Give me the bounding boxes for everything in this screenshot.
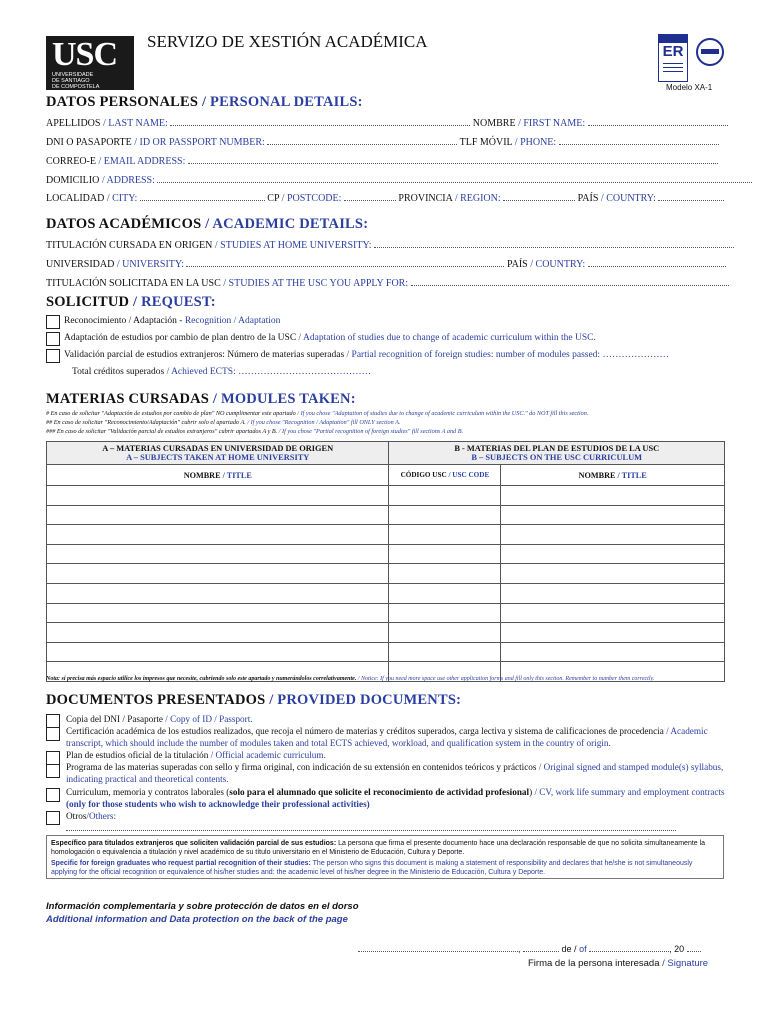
others-checkbox[interactable] <box>46 811 60 825</box>
syllabus-label: Programa de las materias superadas con sello y firma original, con indicación de su extensión en contenidos teóricos y prácticos / Original signed and stamped module(s) syllabus, indicating practical and theoretical contents. <box>66 762 724 784</box>
region-field[interactable] <box>503 199 575 201</box>
origin-studies-row: TITULACIÓN CURSADA EN ORIGEN / STUDIES AT HOME UNIVERSITY: <box>46 240 734 251</box>
applied-studies-field[interactable] <box>411 284 729 286</box>
cv-label: Curriculum, memoria y contratos laborales (solo para el alumnado que solicite el reconocimiento de actividad profesional) / CV, work life summary and employment contracts (only for those students who wish to acknowledge their professional activities) <box>66 787 725 809</box>
form-code: Modelo XA-1 <box>666 83 713 92</box>
email-row: CORREO-E / EMAIL ADDRESS: <box>46 156 718 167</box>
applied-studies-row: TITULACIÓN SOLICITADA EN LA USC / STUDIES AT THE USC YOU APPLY FOR: <box>46 278 729 289</box>
place-field[interactable] <box>358 950 518 952</box>
id-copy-label: Copia del DNI / Pasaporte / Copy of ID / Passport. <box>66 714 253 724</box>
adaptation-label: Adaptación de estudios por cambio de plan dentro de la USC / Adaptation of studies due to change of academic curriculum within the USC. <box>64 333 596 343</box>
partial-validation-label: Validación parcial de estudios extranjeros: Número de materias superadas / Partial recognition of foreign studies: number of modules passed: ………………… <box>64 350 669 360</box>
modules-heading: MATERIAS CURSADAS / MODULES TAKEN: <box>46 391 356 407</box>
table-row <box>47 505 725 525</box>
module-name-cell[interactable] <box>47 525 389 545</box>
module-name-cell[interactable] <box>47 564 389 584</box>
country-field[interactable] <box>658 199 724 201</box>
first-name-field[interactable] <box>588 124 728 126</box>
usc-code-cell[interactable] <box>389 544 501 564</box>
module-name-cell[interactable] <box>47 505 389 525</box>
certification-marks <box>656 34 726 84</box>
city-field[interactable] <box>140 199 265 201</box>
modules-table-body <box>47 486 725 682</box>
name-column-header: NOMBRE / TITLE <box>47 465 389 486</box>
modules-table-column-header <box>47 465 725 486</box>
usc-name-cell[interactable] <box>501 486 725 506</box>
usc-code-cell[interactable] <box>389 564 501 584</box>
usc-name-cell[interactable] <box>501 603 725 623</box>
credits-row: Total créditos superados / Achieved ECTS: …………………………………… <box>72 367 372 377</box>
table-row <box>47 642 725 662</box>
usc-name-cell[interactable] <box>501 564 725 584</box>
dni-field[interactable] <box>267 143 457 145</box>
module-name-cell[interactable] <box>47 603 389 623</box>
email-field[interactable] <box>188 162 718 164</box>
modules-table-group-header <box>47 442 725 465</box>
recognition-checkbox[interactable] <box>46 315 60 329</box>
table-row <box>47 564 725 584</box>
signature-label: Firma de la persona interesada / Signature <box>528 958 709 969</box>
usc-name-cell[interactable] <box>501 623 725 643</box>
modules-note-3: ### En caso de solicitar "Validación parcial de estudios extranjeros" cubrir apartados A y B. / If you chose "Partial recognition of foreign studies" fill sections A and B. <box>46 428 464 435</box>
module-name-cell[interactable] <box>47 583 389 603</box>
page-title: SERVIZO DE XESTIÓN ACADÉMICA <box>147 32 428 51</box>
back-page-info: Información complementaria y sobre protección de datos en el dorso Additional information and Data protection on the back of the page <box>46 901 359 925</box>
modules-table <box>46 441 725 682</box>
module-name-cell[interactable] <box>47 623 389 643</box>
logo-subtext-2: DE SANTIAGO <box>52 78 90 84</box>
partial-validation-checkbox[interactable] <box>46 349 60 363</box>
section-a-header: A – MATERIAS CURSADAS EN UNIVERSIDAD DE ORIGEN A – SUBJECTS TAKEN AT HOME UNIVERSITY <box>47 442 389 465</box>
table-row <box>47 544 725 564</box>
academic-country-field[interactable] <box>588 265 726 267</box>
er-mark: ER <box>662 43 684 60</box>
table-row <box>47 486 725 506</box>
iqnet-seal <box>696 38 724 66</box>
table-row <box>47 583 725 603</box>
usc-name-cell[interactable] <box>501 642 725 662</box>
curriculum-label: Plan de estudios oficial de la titulación / Official academic curriculum. <box>66 750 326 760</box>
table-row <box>47 623 725 643</box>
day-field[interactable] <box>523 950 559 952</box>
table-row <box>47 603 725 623</box>
modules-footnote: Nota: si precisa más espacio utilice los impresos que necesite, cubriendo solo este apartado y numerándolos correlativamente. / Notice: If you need more space use other application forms and fill only this section. Remember to number them correctly. <box>46 676 655 682</box>
adaptation-checkbox[interactable] <box>46 332 60 346</box>
address-field[interactable] <box>157 181 752 183</box>
module-name-cell[interactable] <box>47 544 389 564</box>
transcript-checkbox[interactable] <box>46 727 60 741</box>
usc-code-cell[interactable] <box>389 642 501 662</box>
postcode-field[interactable] <box>344 199 396 201</box>
documents-heading: DOCUMENTOS PRESENTADOS / PROVIDED DOCUMENTS: <box>46 692 462 708</box>
city-row: LOCALIDAD / CITY: CP / POSTCODE: PROVINCIA / REGION: PAÍS / COUNTRY: <box>46 193 724 204</box>
dni-row: DNI O PASAPORTE / ID OR PASSPORT NUMBER: TLF MÓVIL / PHONE: <box>46 137 719 148</box>
academic-heading: DATOS ACADÉMICOS / ACADEMIC DETAILS: <box>46 216 369 232</box>
request-heading: SOLICITUD / REQUEST: <box>46 294 216 310</box>
date-line: , de / of , 20 <box>358 944 701 954</box>
usc-name-cell[interactable] <box>501 583 725 603</box>
surname-row: APELLIDOS / LAST NAME: NOMBRE / FIRST NAME: <box>46 118 728 129</box>
university-field[interactable] <box>186 265 504 267</box>
surname-field[interactable] <box>170 124 470 126</box>
id-copy-checkbox[interactable] <box>46 714 60 728</box>
university-row: UNIVERSIDAD / UNIVERSITY: PAÍS / COUNTRY: <box>46 259 726 270</box>
module-name-cell[interactable] <box>47 486 389 506</box>
curriculum-checkbox[interactable] <box>46 751 60 765</box>
modules-note-1: # En caso de solicitar "Adaptación de estudios por cambio de plan" NO cumplimentar este apartado / If you chose "Adaptation of studies due to change of academic curriculum within the USC." do NOT fill this section. <box>46 410 589 417</box>
address-row: DOMICILIO / ADDRESS: <box>46 175 752 186</box>
transcript-label: Certificación académica de los estudios realizados, que recoja el número de materias y créditos superados, carga lectiva y sistema de calificaciones de procedencia / Academic transcript, which should include the number of modules taken and total ECTS achieved, workload, and qualification system in the country of origin. <box>66 726 708 748</box>
usc-code-cell[interactable] <box>389 603 501 623</box>
origin-studies-field[interactable] <box>374 246 734 248</box>
usc-code-cell[interactable] <box>389 505 501 525</box>
logo-subtext-3: DE COMPOSTELA <box>52 84 100 90</box>
phone-field[interactable] <box>559 143 719 145</box>
usc-code-cell[interactable] <box>389 525 501 545</box>
usc-code-cell[interactable] <box>389 623 501 643</box>
foreign-graduates-notice: Específico para titulados extranjeros que soliciten validación parcial de sus estudios: La persona que firma el presente documento hace una declaración responsable de que no solicita simultaneamente la homologación o equivalencia a titulación y nivel académico de su título universitario en el Ministerio de Educación, Cultura y Deporte. Specific for foreign graduates who request partial recognition of their studies: The person who signs this document is making a statement of responsibility and declares that he/she is not simultaneously applying for the official recognition or equivalence of his/her studies and: the academic level of his/her degree in the Ministerio de Educación, Cultura y Deporte. <box>46 835 724 879</box>
er-badge <box>658 34 688 82</box>
section-b-header: B - MATERIAS DEL PLAN DE ESTUDIOS DE LA USC B – SUBJECTS ON THE USC CURRICULUM <box>389 442 725 465</box>
code-column-header: CÓDIGO USC / USC CODE <box>389 465 501 486</box>
recognition-label: Reconocimiento / Adaptación - Recognition / Adaptation <box>64 316 281 326</box>
usc-code-cell[interactable] <box>389 486 501 506</box>
cv-checkbox[interactable] <box>46 788 60 802</box>
usc-logo <box>46 36 134 90</box>
usc-code-cell[interactable] <box>389 583 501 603</box>
name-column-header-b: NOMBRE / TITLE <box>501 465 725 486</box>
others-field[interactable] <box>66 829 676 831</box>
usc-name-cell[interactable] <box>501 544 725 564</box>
logo-subtext-1: UNIVERSIDADE <box>52 72 94 78</box>
others-label: Otros/Others: <box>66 811 726 834</box>
personal-heading: DATOS PERSONALES / PERSONAL DETAILS: <box>46 94 363 110</box>
module-name-cell[interactable] <box>47 642 389 662</box>
month-field[interactable] <box>589 950 669 952</box>
year-field[interactable] <box>687 950 701 952</box>
logo-text: USC <box>52 36 118 73</box>
table-row <box>47 525 725 545</box>
modules-note-2: ## En caso de solicitar "Reconocimiento/Adaptación" cubrir solo el apartado A. / If you chose "Recognition / Adaptation" fill ONLY section A. <box>46 419 401 426</box>
usc-name-cell[interactable] <box>501 505 725 525</box>
syllabus-checkbox[interactable] <box>46 764 60 778</box>
usc-name-cell[interactable] <box>501 525 725 545</box>
